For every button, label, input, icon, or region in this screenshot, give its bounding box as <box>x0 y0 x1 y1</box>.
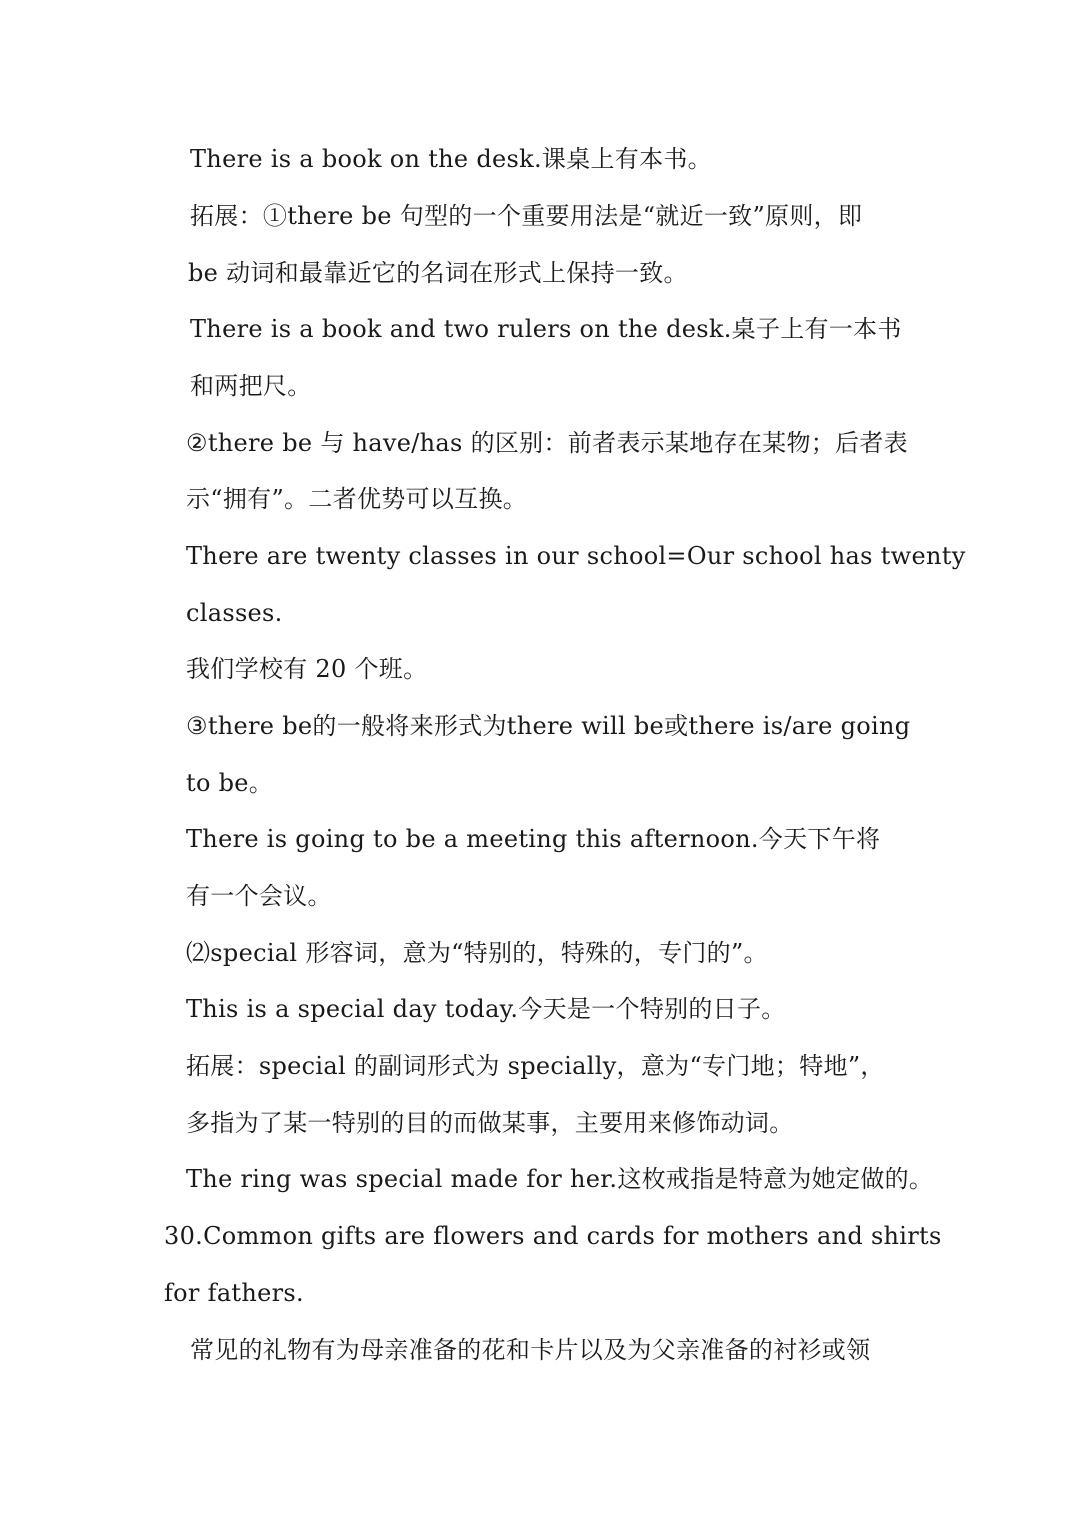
text-line-8: There are twenty classes in our school=Our school has twenty <box>186 542 966 570</box>
text-line-17: 拓展：special 的副词形式为 specially，意为“专门地；特地”， <box>186 1052 885 1080</box>
text-line-13: There is going to be a meeting this afternoon.今天下午将 <box>186 825 881 853</box>
text-line-12: to be。 <box>186 769 274 797</box>
text-line-7: 示“拥有”。二者优势可以互换。 <box>186 485 528 513</box>
text-line-9: classes. <box>186 599 283 627</box>
text-line-18: 多指为了某一特别的目的而做某事，主要用来修饰动词。 <box>186 1109 794 1137</box>
text-line-5: 和两把尺。 <box>190 372 312 400</box>
text-line-20: 30.Common gifts are flowers and cards for mothers and shirts <box>164 1222 942 1250</box>
text-line-22: 常见的礼物有为母亲准备的花和卡片以及为父亲准备的衬衫或领 <box>190 1336 871 1364</box>
text-line-11: ③there be的一般将来形式为there will be或there is/are going <box>186 712 911 740</box>
text-line-4: There is a book and two rulers on the desk.桌子上有一本书 <box>190 315 902 343</box>
text-line-2: 拓展：①there be 句型的一个重要用法是“就近一致”原则，即 <box>190 202 863 230</box>
text-line-10: 我们学校有 20 个班。 <box>186 655 428 683</box>
text-line-15: ⑵special 形容词，意为“特别的，特殊的，专门的”。 <box>186 939 768 967</box>
text-line-21: for fathers. <box>164 1279 304 1307</box>
text-line-16: This is a special day today.今天是一个特别的日子。 <box>186 995 786 1023</box>
text-line-14: 有一个会议。 <box>186 882 332 910</box>
text-line-19: The ring was special made for her.这枚戒指是特意为她定做的。 <box>186 1165 934 1193</box>
text-line-6: ②there be 与 have/has 的区别：前者表示某地存在某物；后者表 <box>186 429 908 457</box>
text-line-1: There is a book on the desk.课桌上有本书。 <box>190 145 712 173</box>
text-line-3: be 动词和最靠近它的名词在形式上保持一致。 <box>188 259 688 287</box>
